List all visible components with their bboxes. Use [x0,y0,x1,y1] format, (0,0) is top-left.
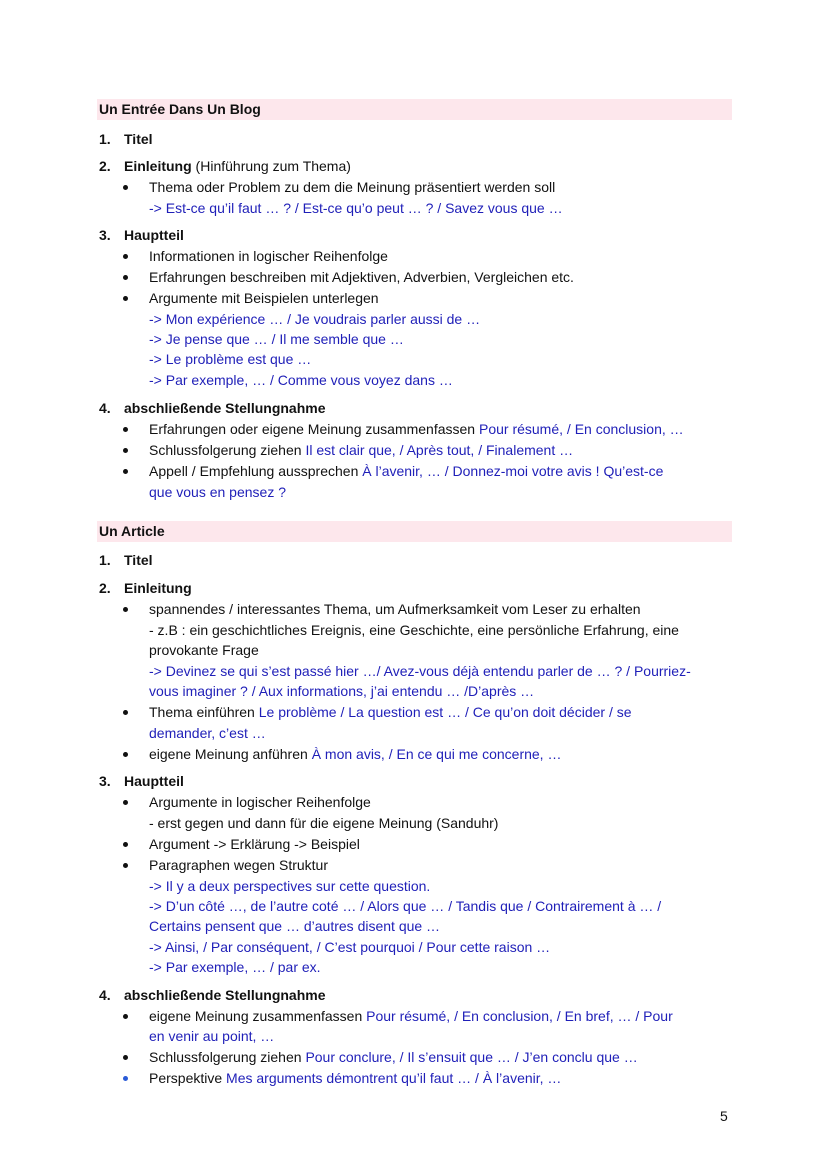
french-phrases: Certains pensent que … d’autres disent que … [149,918,441,934]
list-number: 2. [99,158,111,174]
list-item: spannendes / interessantes Thema, um Aufmerksamkeit vom Leser zu erhalten [149,601,641,617]
heading-einleitung: Einleitung (Hinführung zum Thema) [124,158,351,174]
french-phrases: que vous en pensez ? [149,484,286,500]
list-item: Erfahrungen oder eigene Meinung zusammenfassen Pour résumé, / En conclusion, … [149,421,684,437]
bullet-icon [123,275,128,280]
list-subitem: provokante Frage [149,642,259,658]
bullet-icon [123,1076,128,1081]
list-item: Informationen in logischer Reihenfolge [149,248,388,264]
list-item: Argument -> Erklärung -> Beispiel [149,836,360,852]
bullet-icon [123,752,128,757]
heading-titel: Titel [124,552,153,568]
french-phrases: en venir au point, … [149,1028,275,1044]
bullet-icon [123,1055,128,1060]
french-phrases: -> D’un côté …, de l’autre coté … / Alors que … / Tandis que / Contrairement à … / [149,898,662,914]
section-title-article: Un Article [97,521,732,542]
list-item: Schlussfolgerung ziehen Pour conclure, / Il s’ensuit que … / J’en conclu que … [149,1049,638,1065]
list-item: Thema einführen Le problème / La question est … / Ce qu’on doit décider / se [149,704,632,720]
french-phrases: demander, c’est … [149,725,266,741]
heading-hauptteil: Hauptteil [124,227,184,243]
list-item: Argumente in logischer Reihenfolge [149,794,371,810]
french-phrases: -> Par exemple, … / par ex. [149,959,321,975]
bullet-icon [123,254,128,259]
french-phrases: -> Je pense que … / Il me semble que … [149,331,404,347]
french-phrases: -> Est-ce qu’il faut … ? / Est-ce qu’o peut … ? / Savez vous que … [149,200,563,216]
french-phrases: -> Mon expérience … / Je voudrais parler aussi de … [149,311,481,327]
list-item: eigene Meinung zusammenfassen Pour résumé, / En conclusion, / En bref, … / Pour [149,1008,673,1024]
list-number: 2. [99,580,111,596]
french-phrases: -> Le problème est que … [149,351,312,367]
list-item: Argumente mit Beispielen unterlegen [149,290,379,306]
bullet-icon [123,800,128,805]
list-number: 3. [99,773,111,789]
list-number: 3. [99,227,111,243]
french-phrases: -> Il y a deux perspectives sur cette question. [149,878,431,894]
heading-titel: Titel [124,131,153,147]
page-number: 5 [720,1108,728,1124]
bullet-icon [123,427,128,432]
bullet-icon [123,469,128,474]
bullet-icon [123,1014,128,1019]
list-number: 4. [99,987,111,1003]
list-item: Erfahrungen beschreiben mit Adjektiven, Adverbien, Vergleichen etc. [149,269,574,285]
french-phrases: -> Devinez se qui s’est passé hier …/ Avez-vous déjà entendu parler de … ? / Pourriez- [149,663,691,679]
list-item: Thema oder Problem zu dem die Meinung präsentiert werden soll [149,179,556,195]
heading-schluss: abschließende Stellungnahme [124,987,326,1003]
list-subitem: - erst gegen und dann für die eigene Meinung (Sanduhr) [149,815,499,831]
french-phrases: -> Par exemple, … / Comme vous voyez dans … [149,372,453,388]
bullet-icon [123,863,128,868]
bullet-icon [123,448,128,453]
list-number: 4. [99,400,111,416]
list-item: eigene Meinung anführen À mon avis, / En ce qui me concerne, … [149,746,562,762]
bullet-icon [123,296,128,301]
bullet-icon [123,607,128,612]
bullet-icon [123,710,128,715]
list-number: 1. [99,552,111,568]
list-item: Perspektive Mes arguments démontrent qu’il faut … / À l’avenir, … [149,1070,562,1086]
list-item: Paragraphen wegen Struktur [149,857,328,873]
section-title-blog: Un Entrée Dans Un Blog [97,99,732,120]
heading-schluss: abschließende Stellungnahme [124,400,326,416]
french-phrases: vous imaginer ? / Aux informations, j’ai entendu … /D’après … [149,683,535,699]
list-item: Schlussfolgerung ziehen Il est clair que, / Après tout, / Finalement … [149,442,574,458]
bullet-icon [123,842,128,847]
list-number: 1. [99,131,111,147]
heading-einleitung: Einleitung [124,580,192,596]
list-subitem: - z.B : ein geschichtliches Ereignis, eine Geschichte, eine persönliche Erfahrung, eine [149,622,679,638]
heading-hauptteil: Hauptteil [124,773,184,789]
bullet-icon [123,185,128,190]
french-phrases: -> Ainsi, / Par conséquent, / C’est pourquoi / Pour cette raison … [149,939,551,955]
list-item: Appell / Empfehlung aussprechen À l’avenir, … / Donnez-moi votre avis ! Qu’est-ce [149,463,664,479]
